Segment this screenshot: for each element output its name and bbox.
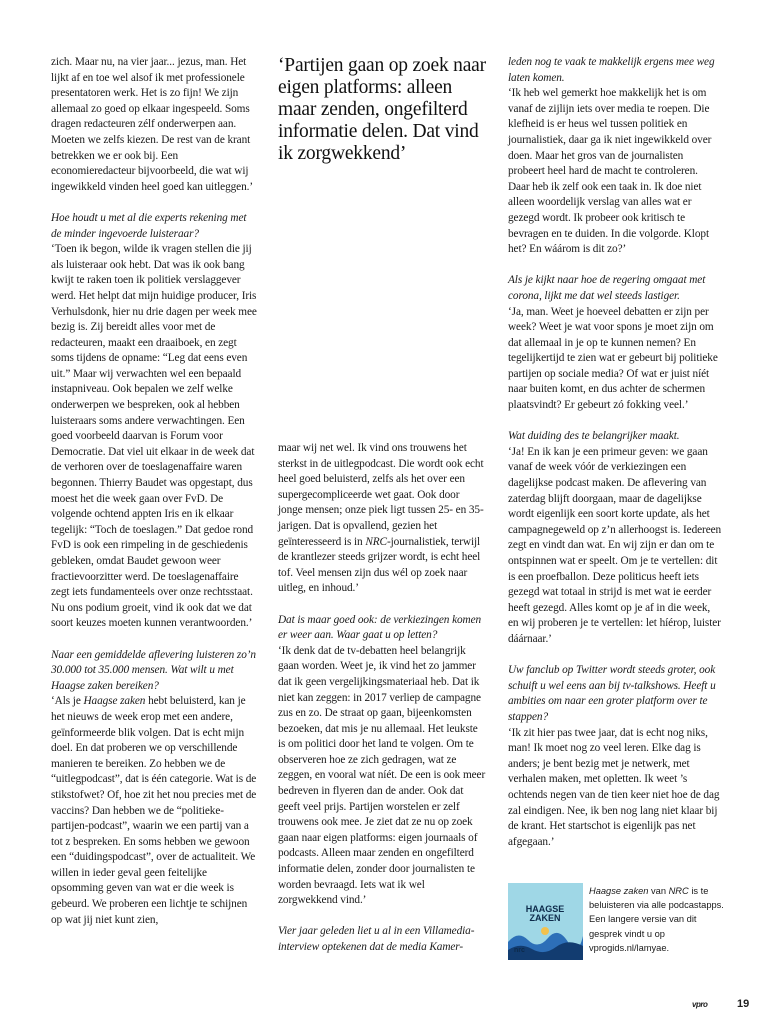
column-3 [508, 55, 722, 850]
column-1 [51, 55, 257, 928]
paragraph: zich. Maar nu, na vier jaar... jezus, man. Het lijkt af en toe wel alsof ik met professionele presentatoren werk. Het is zo fijn! We zijn allemaal zo goed op elkaar ingespeeld. Soms dragen redacteuren zélf onderwerpen aan. Moeten we zelfs kiezen. De rest van de krant betrekken we er ook bij. Een economieredacteur bijvoorbeeld, die wat wij ingewikkeld vinden heel goed kan uitleggen.’ [51, 56, 254, 193]
paragraph: ‘Toen ik begon, wilde ik vragen stellen die jij als luisteraar ook hebt. Dat was ik ook bang kwijt te raken toen ik politiek verslaggever werd. Het helpt dat mijn huidige producer, Iris Verhulsdonk, hier nu drie dagen per week mee bezig is. Zij bereidt alles voor met de redacteuren, maakt een draaiboek, en zegt soms tijdens de opname: “Leg dat eens even uit.” Maar wij verwachten wel een bepaald instapniveau. Ook bepalen we zelf welke onderwerpen we bespreken, ook al hebben luisteraars soms andere verwachtingen. Een goed voorbeeld daarvan is Forum voor Democratie. Dat viel uit elkaar in de week dat de verhoren over de toeslagenaffaire waren begonnen. Thierry Baudet was opgestapt, dus moest het die week gaan over FvD. De volgende ochtend appten Iris en ik elkaar tegelijk: “Toch de toeslagen.” Dat gedoe rond FvD is ook een rimpeling in de geschiedenis gebleken, omdat Baudet gewoon weer fractievoorzitter werd. De toeslagenaffaire zegt iets fundamenteels over onze rechtsstaat. Nu ons podium groeit, vind ik ook dat we dat soort keuzes moeten kunnen verantwoorden.’ [51, 243, 257, 630]
promo-text: Haagse zaken van NRC is te beluisteren via alle podcastapps. Een langere versie van dit gesprek vindt u op vprogids.nl/lamyae. [589, 886, 724, 953]
interview-question: Naar een gemiddelde aflevering luisteren zo’n 30.000 tot 35.000 mensen. Wat wilt u met Haagse zaken bereiken? [51, 648, 256, 692]
interview-question: Als je kijkt naar hoe de regering omgaat met corona, lijkt me dat wel steeds lastiger. [508, 274, 706, 302]
wave-graphic [508, 922, 583, 960]
paragraph: ‘Ik zit hier pas twee jaar, dat is echt nog niks, man! Ik moet nog zo veel leren. Elke dag is anders; je bent bezig met je netwerk, met verhalen maken, met opletten. Ik weet ’s ochtends negen van de tien keer niet hoe de dag zal eindigen. Nee, ik ben nog lang niet klaar bij de krant. Het startschot is eigenlijk pas net afgegaan.’ [508, 726, 720, 848]
podcast-promo [508, 883, 722, 963]
paragraph: ‘Ja, man. Weet je hoeveel debatten er zijn per week? Weet je wat voor spons je moet zijn om dat allemaal in je op te kunnen nemen? En tegelijkertijd te zien wat er gebeurt bij politieke partijen op sociale media? Of wat er juist níét naar buiten komt, en dus achter de schermen plaatsvindt? Er gebeurt zó fokking veel.’ [508, 305, 718, 412]
pull-quote: ‘Partijen gaan op zoek naar eigen platforms: alleen maar zenden, ongefilterd informatie delen. Dat vind ik zorgwekkend’ [278, 55, 486, 164]
page-number: 19 [737, 998, 750, 1010]
interview-question: Hoe houdt u met al die experts rekening met de minder ingevoerde luisteraar? [51, 211, 247, 240]
vpro-logo: vpro [692, 1000, 708, 1009]
paragraph: ‘Ik denk dat de tv-debatten heel belangrijk gaan worden. Weet je, ik vind het zo jammer dat ik geen vergelijkingsmateriaal heb. Dat ik niet kan zeggen: in 2017 verliep de campagne zus en zo. De straat op gaan, bijeenkomsten bezoeken, dat mis je nu allemaal. Het leukste is om politici door het land te volgen. Om te observeren hoe ze zich gedragen, wat ze zeggen, en vooral wat níét. De een is ook meer bedreven in flyeren dan de ander. Ook dat geeft veel prijs. Partijen worstelen er zelf trouwens ook mee. Je ziet dat ze nu op zoek gaan naar eigen platforms: eigen journaals of podcasts. Alleen maar zenden en ongefilterd informatie delen, zonder door journalisten te worden bevraagd. Iets wat ik wel zorgwekkend vind.’ [278, 644, 486, 907]
paragraph: ‘Ja! En ik kan je een primeur geven: we gaan vanaf de week vóór de verkiezingen een dagelijkse podcast maken. De aflevering van zaterdag blijft doorgaan, maar de dagelijkse wordt eigenlijk een soort korte update, als het campagnegeweld op z’n allerhoogst is. Iedereen zegt en vindt dan wat. En wij zijn er dan om te ontspinnen wat er speelt. Om je te vertellen: dit is een proefballon. Deze politicus heeft iets gezegd wat totaal in strijd is met wat ie eerder heeft gezegd. Alles komt op je af in die week, en wij proberen je te vertellen: let híérop, luister dáárnaar.’ [508, 445, 722, 645]
paragraph: maar wij net wel. Ik vind ons trouwens het sterkst in de uitlegpodcast. Die wordt ook echt heel goed beluisterd, zelfs als het over een supergecompliceerde wet gaat. Ook door jonge mensen; onze piek ligt tussen 25- en 35-jarigen. Dat is opvallend, gezien het geïnteresseerd is in NRC-journalistiek, terwijl de krantlezer steeds grijzer wordt, is echt heel tof. Veel mensen zijn dus wél op zoek naar uitleg, en inhoud.’ [278, 442, 484, 595]
interview-question: leden nog te vaak te makkelijk ergens mee weg laten komen. [508, 56, 715, 84]
interview-question: Wat duiding des te belangrijker maakt. [508, 430, 680, 443]
paragraph: ‘Als je Haagse zaken hebt beluisterd, kan je het nieuws de week erop met een andere, geïnformeerde blik volgen. Dat is echt mijn doel. En dat proberen we op verschillende manieren te bereiken. Zo hebben we de “uitlegpodcast”, dat is één categorie. Wat is de stikstofwet? Of, hoe zit het nou precies met de vaccins? Dan hebben we de “politieke-partijen-podcast”, waarin we een partij van a tot z bespreken. En soms hebben we gewoon een “duidingspodcast”, over de actualiteit. We willen in ieder geval geen feitelijke opsomming geven van wat er die week is gebeurd. We proberen een lichtje te schijnen op wat jij niet kunt zien, [51, 695, 257, 926]
column-2 [278, 55, 486, 953]
interview-question: Uw fanclub op Twitter wordt steeds groter, ook schuift u wel eens aan bij tv-talkshows. Heeft u ambities om naar een groter platform over te stappen? [508, 664, 716, 723]
podcast-cover-image [508, 883, 583, 960]
podcast-title: HAAGSE ZAKEN [525, 904, 565, 923]
interview-question: Vier jaar geleden liet u al in een Villamedia-interview optekenen dat de media Kamer- [278, 925, 475, 953]
nrc-logo: nrc [514, 947, 525, 954]
interview-question: Dat is maar goed ook: de verkiezingen komen er weer aan. Waar gaat u op letten? [278, 613, 482, 642]
paragraph: ‘Ik heb wel gemerkt hoe makkelijk het is om vanaf de zijlijn iets over media te roepen. Die klefheid is er heus wel tussen politiek en journalistiek, daar ga ik niet ingewikkeld over doen. Maar het gros van de journalisten probeert heel hard de macht te controleren. Daar heb ik zelf ook een taak in. Ik doe niet alleen woordelijk verslag van alles wat er gezegd wordt. Ik probeer ook kritisch te bevragen en te duiden. In die volgorde. Klopt het? En wáárom is dit zo?’ [508, 87, 712, 256]
